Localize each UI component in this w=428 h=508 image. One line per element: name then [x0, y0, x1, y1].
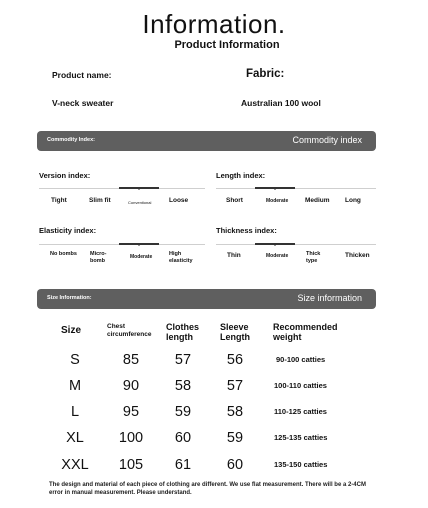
clothes-length-cell: 60: [174, 430, 192, 446]
length-index-line: [216, 188, 376, 189]
fabric-label: Fabric:: [246, 68, 285, 80]
sleeve-length-cell: 57: [226, 378, 244, 394]
chest-cell: 105: [118, 457, 144, 473]
length-option-moderate: Moderate: [266, 198, 289, 204]
clothes-length-cell: 58: [174, 378, 192, 394]
page-title: Information.: [142, 9, 286, 39]
version-option-slim-fit: Slim fit: [89, 197, 111, 204]
size-column-header: Size: [61, 325, 82, 336]
elasticity-option-moderate: Moderate: [130, 254, 153, 260]
sleeve-length-cell: 59: [226, 430, 244, 446]
weight-cell: 90-100 catties: [276, 355, 326, 364]
page-subtitle: Product Information: [174, 39, 280, 51]
length-index-title: Length index:: [216, 171, 266, 180]
clothes-length-cell: 57: [174, 352, 192, 368]
thickness-index-line: [216, 244, 376, 245]
elasticity-option-no-bombs: No bombs: [50, 251, 77, 257]
elasticity-option-high-elasticity: High elasticity: [169, 251, 193, 264]
size-cell: XXL: [61, 457, 89, 473]
sleeve-length-cell: 60: [226, 457, 244, 473]
weight-cell: 110-125 catties: [274, 407, 327, 416]
elasticity-selected-marker: [119, 243, 159, 245]
commodity-bar-right-label: Commodity index: [292, 135, 362, 145]
chest-cell: 100: [118, 430, 144, 446]
size-bar-left-label: Size Information:: [47, 295, 92, 301]
chest-cell: 85: [122, 352, 140, 368]
size-cell: S: [70, 352, 80, 368]
size-information-bar: [37, 289, 376, 309]
weight-cell: 135-150 catties: [274, 460, 328, 469]
clothes-length-cell: 59: [174, 404, 192, 420]
version-index-title: Version index:: [39, 171, 91, 180]
weight-cell: 100-110 catties: [274, 381, 327, 390]
size-cell: L: [70, 404, 80, 420]
version-option-conventional: Conventional: [128, 200, 152, 205]
sleeve-length-cell: 56: [226, 352, 244, 368]
fabric-value: Australian 100 wool: [241, 98, 321, 108]
sleeve-length-cell: 58: [226, 404, 244, 420]
product-name-label: Product name:: [52, 70, 112, 80]
version-option-loose: Loose: [169, 197, 189, 204]
length-selected-marker: [255, 187, 295, 189]
chest-column-header: Chest circumference: [107, 323, 152, 338]
thickness-option-thin: Thin: [227, 252, 241, 259]
clothes-length-cell: 61: [174, 457, 192, 473]
thickness-option-thick-type: Thick type: [306, 251, 321, 264]
elasticity-index-title: Elasticity index:: [39, 226, 97, 235]
size-cell: M: [68, 378, 82, 394]
elasticity-option-micro-bomb: Micro-bomb: [90, 251, 107, 264]
length-option-medium: Medium: [305, 197, 330, 204]
commodity-bar-left-label: Commodity Index:: [47, 137, 95, 143]
chest-cell: 90: [122, 378, 140, 394]
thickness-option-moderate: Moderate: [266, 253, 289, 259]
version-option-tight: Tight: [51, 197, 67, 204]
thickness-selected-marker: [255, 243, 295, 245]
size-bar-right-label: Size information: [297, 293, 362, 303]
size-cell: XL: [66, 430, 84, 446]
product-name-value: V-neck sweater: [52, 98, 114, 108]
version-selected-marker: [119, 187, 159, 189]
weight-column-header: Recommended weight: [273, 322, 338, 342]
sleeve-length-column-header: Sleeve Length: [220, 322, 250, 342]
length-option-long: Long: [345, 197, 361, 204]
chest-cell: 95: [122, 404, 140, 420]
length-option-short: Short: [226, 197, 243, 204]
thickness-index-title: Thickness index:: [216, 226, 277, 235]
thickness-option-thicken: Thicken: [345, 252, 370, 259]
weight-cell: 125-135 catties: [274, 433, 328, 442]
measurement-note: The design and material of each piece of clothing are different. We use flat measurement. There will be a 2-4CM error in manual measurement. Please understand.: [49, 482, 366, 496]
commodity-index-bar: [37, 131, 376, 151]
clothes-length-column-header: Clothes length: [166, 322, 200, 342]
